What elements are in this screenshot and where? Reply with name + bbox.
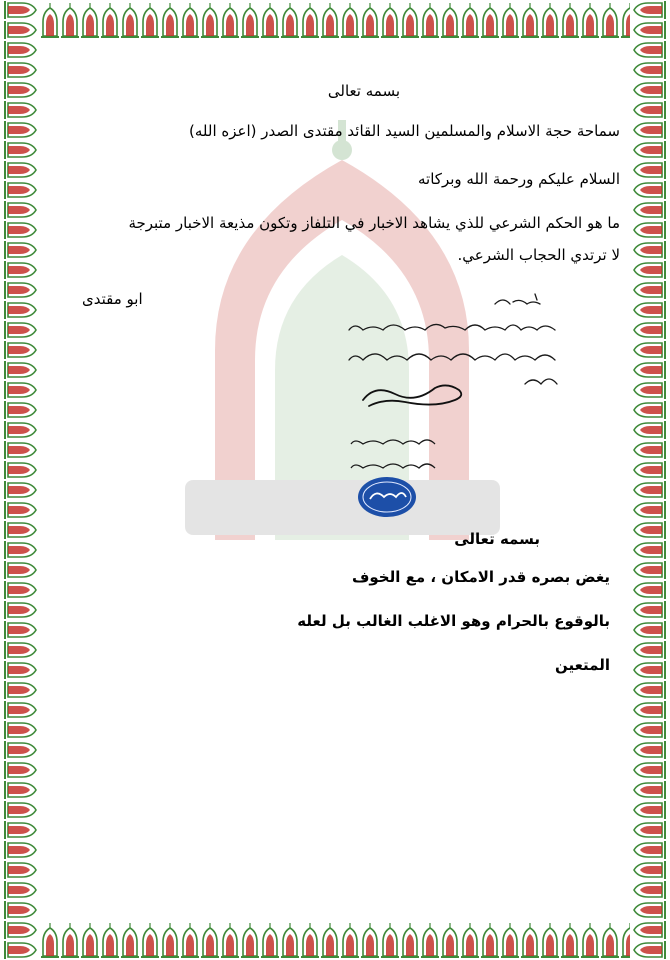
addressee-line: سماحة حجة الاسلام والمسلمين السيد القائد مقتدى الصدر (اعزه الله) xyxy=(189,122,620,140)
answer-line-2: بالوقوع بالحرام وهو الاغلب الغالب بل لعله xyxy=(297,612,610,630)
signature[interactable] xyxy=(355,378,470,413)
official-seal xyxy=(356,475,418,519)
decorative-border-bottom xyxy=(0,920,670,960)
answer-line-3: المتعين xyxy=(554,656,610,674)
handwritten-name-and-date xyxy=(345,430,445,480)
question-heading: بسمه تعالى xyxy=(327,82,400,100)
question-signer: ابو مقتدى xyxy=(82,290,143,308)
greeting-line: السلام عليكم ورحمة الله وبركاته xyxy=(418,170,620,188)
question-body-line-1: ما هو الحكم الشرعي للذي يشاهد الاخبار في التلفاز وتكون مذيعة الاخبار متبرجة xyxy=(128,214,620,232)
decorative-border-top xyxy=(0,0,670,40)
decorative-border-right xyxy=(630,0,670,960)
decorative-border-left xyxy=(0,0,40,960)
question-body-line-2: لا ترتدي الحجاب الشرعي. xyxy=(457,246,620,264)
answer-heading: بسمه تعالى xyxy=(454,530,540,548)
answer-line-1: يغض بصره قدر الامكان ، مع الخوف xyxy=(351,568,610,586)
handwritten-answer xyxy=(345,290,565,390)
